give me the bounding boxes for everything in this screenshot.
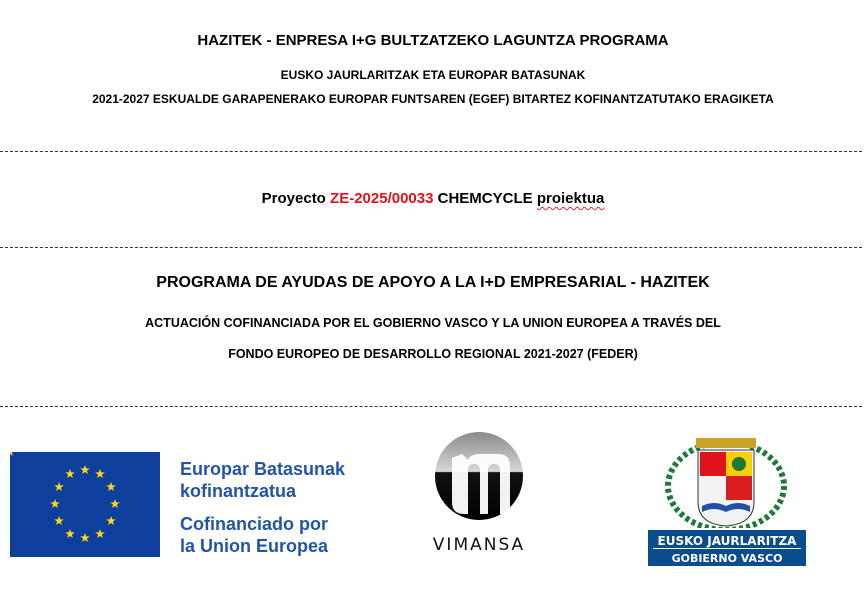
header-line-2: 2021-2027 ESKUALDE GARAPENERAKO EUROPAR FUNTSAREN (EGEF) BITARTEZ KOFINANTZATUTAKO ERAGIKETA — [92, 92, 774, 106]
gov-name-spanish: GOBIERNO VASCO — [671, 552, 783, 565]
divider — [0, 247, 862, 248]
eu-text-spanish — [180, 513, 328, 557]
eu-text-basque — [180, 458, 345, 502]
program-title: PROGRAMA DE AYUDAS DE APOYO A LA I+D EMPRESARIAL - HAZITEK — [156, 274, 710, 291]
eu-text-line: la Union Europea — [180, 536, 329, 556]
eu-text-line: kofinantzatua — [180, 481, 297, 501]
gov-name-basque: EUSKO JAURLARITZA — [657, 534, 797, 548]
eu-flag-logo — [10, 452, 160, 557]
project-line — [0, 190, 866, 207]
project-code: ZE-2025/00033 — [330, 190, 434, 207]
vimansa-wordmark: VIMANSA — [432, 535, 526, 555]
gov-name-divider — [653, 548, 801, 549]
eu-text-line: Cofinanciado por — [180, 514, 328, 534]
divider — [0, 151, 862, 152]
project-suffix: proiektua — [536, 190, 605, 207]
header-title: HAZITEK - ENPRESA I+G BULTZATZEKO LAGUNTZA PROGRAMA — [197, 32, 669, 49]
gov-name-plate — [648, 530, 806, 566]
divider — [0, 406, 862, 407]
eu-stars-icon — [10, 452, 160, 557]
gobierno-vasco-logo — [648, 436, 804, 566]
header-line-1: EUSKO JAURLARITZAK ETA EUROPAR BATASUNAK — [280, 68, 586, 82]
coat-of-arms-icon — [648, 436, 804, 528]
program-line-1: ACTUACIÓN COFINANCIADA POR EL GOBIERNO VASCO Y LA UNION EUROPEA A TRAVÉS DEL — [145, 316, 721, 330]
eu-text-line: Europar Batasunak — [180, 459, 346, 479]
program-line-2: FONDO EUROPEO DE DESARROLLO REGIONAL 2021-2027 (FEDER) — [228, 347, 638, 361]
project-name: CHEMCYCLE — [437, 190, 533, 207]
project-prefix: Proyecto — [261, 190, 326, 207]
